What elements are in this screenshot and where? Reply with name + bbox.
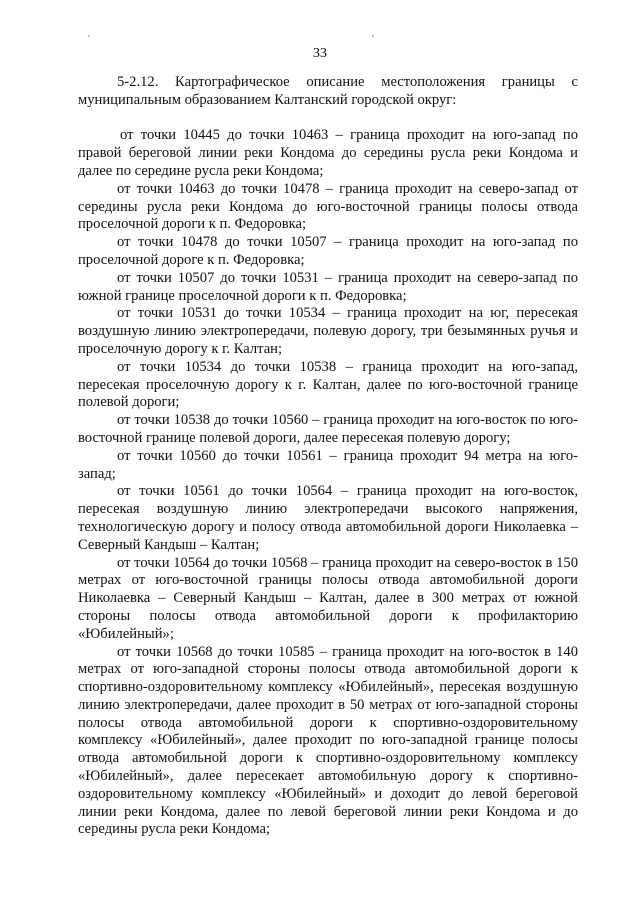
boundary-item: от точки 10568 до точки 10585 – граница проходит на юго-восток в 140 метрах от юго-западной стороны полосы отвода автомобильной дороги к спортивно-оздоровительному комплексу «Юбилейный», пересекая воздушную линию электропередачи, далее проходит в 50 метрах от юго-западной стороны полосы отвода автомобильной дороги к спортивно-оздоровительному комплексу «Юбилейный», далее проходит по юго-западной границе полосы отвода автомобильной дороги к спортивно-оздоровительному комплексу «Юбилейный», далее пересекает автомобильную дорогу к спортивно-оздоровительному комплексу «Юбилейный» и доходит до левой береговой линии реки Кондома, далее по левой береговой линии реки Кондома и до середины русла реки Кондома; [78, 643, 578, 838]
scan-mark-left: ' [88, 34, 90, 45]
boundary-item: от точки 10445 до точки 10463 – граница проходит на юго-запад по правой береговой линии реки Кондома до середины русла реки Кондома и далее по середине русла реки Кондома; [78, 127, 578, 179]
boundary-item: от точки 10564 до точки 10568 – граница проходит на северо-восток в 150 метрах от юго-восточной границы полосы отвода автомобильной дороги Николаевка – Северный Кандыш – Калтан, далее в 300 метрах от южной стороны полосы отвода автомобильной дороги к профилакторию «Юбилейный»; [78, 554, 578, 642]
boundary-item: от точки 10531 до точки 10534 – граница проходит на юг, пересекая воздушную линию электропередачи, полевую дорогу, три безымянных ручья и проселочную дорогу к г. Калтан; [78, 305, 578, 357]
boundary-item: от точки 10538 до точки 10560 – граница проходит на юго-восток по юго-восточной границе полевой дороги, далее пересекая полевую дорогу; [78, 412, 578, 446]
boundary-item: от точки 10463 до точки 10478 – граница проходит на северо-запад от середины русла реки Кондома до юго-восточной границы полосы отвода проселочной дороги к п. Федоровка; [78, 180, 578, 233]
scan-mark-right: ' [372, 34, 374, 45]
page-number: 33 [313, 46, 327, 61]
boundary-item: от точки 10534 до точки 10538 – граница проходит на юго-запад, пересекая проселочную дорогу к г. Калтан, далее по юго-восточной границе полевой дороги; [78, 358, 578, 411]
boundary-item: от точки 10478 до точки 10507 – граница проходит на юго-запад по проселочной дороге к п. Федоровка; [78, 234, 578, 268]
boundary-item: от точки 10561 до точки 10564 – граница проходит на юго-восток, пересекая воздушную линию электропередачи высокого напряжения, технологическую дорогу и полосу отвода автомобильной дороги Николаевка – Северный Кандыш – Калтан; [78, 483, 578, 553]
boundary-item: от точки 10507 до точки 10531 – граница проходит на северо-запад по южной границе проселочной дороги к п. Федоровка; [78, 269, 578, 304]
document-body [78, 74, 578, 839]
boundary-item: от точки 10560 до точки 10561 – граница проходит 94 метра на юго-запад; [78, 447, 578, 482]
section-heading: 5-2.12. Картографическое описание местоположения границы с муниципальным образованием Калтанский городской округ: [78, 74, 578, 108]
